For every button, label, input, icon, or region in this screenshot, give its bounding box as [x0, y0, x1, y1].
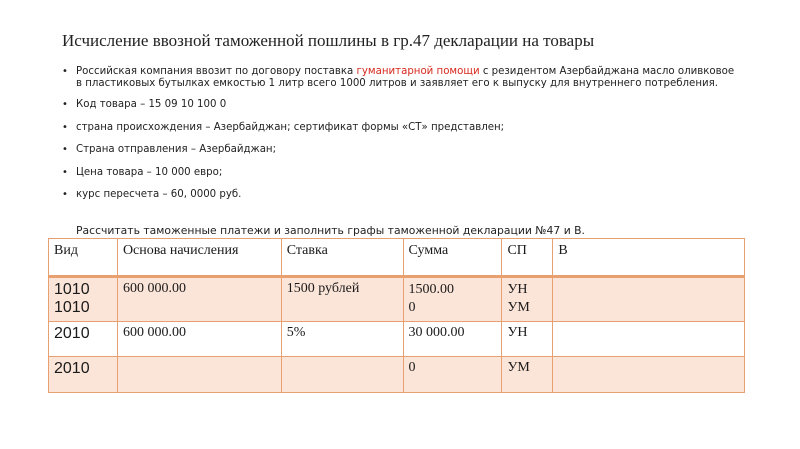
header-b: В [553, 239, 745, 277]
table-header-row [49, 239, 745, 277]
cell-line: 1500.00 [408, 282, 455, 297]
cell-b [553, 322, 745, 357]
task-text: Рассчитать таможенные платежи и заполнить графы таможенной декларации №47 и В. [76, 224, 585, 237]
bullet-dot-icon: • [62, 166, 68, 178]
header-rate: Ставка [281, 239, 403, 277]
bullet-item [62, 189, 742, 201]
cell-sum [403, 277, 502, 322]
bullet-dot-icon: • [62, 144, 68, 155]
cell-rate [281, 357, 403, 393]
cell-sp: УН [502, 322, 553, 357]
bullet-dot-icon: • [62, 121, 68, 133]
table-row [49, 277, 745, 322]
customs-table [48, 238, 745, 393]
bullet-list [62, 66, 742, 208]
cell-line: 1010 [54, 299, 90, 316]
cell-b [553, 277, 745, 322]
cell-line: 1010 [54, 281, 90, 298]
intro-highlight: гуманитарной помощи [356, 66, 480, 77]
bullet-text: страна происхождения – Азербайджан; сертификат формы «СТ» представлен; [76, 121, 505, 133]
intro-text-before: Российская компания ввозит по договору поставка [76, 66, 357, 77]
bullet-item [62, 144, 742, 156]
header-sum: Сумма [403, 239, 502, 277]
cell-rate: 1500 рублей [281, 277, 403, 322]
cell-sp: УМ [502, 357, 553, 393]
bullet-text: Код товара – 15 09 10 100 0 [76, 99, 227, 110]
cell-b [553, 357, 745, 393]
cell-line: УМ [507, 300, 530, 315]
cell-rate: 5% [281, 322, 403, 357]
bullet-dot-icon: • [62, 99, 68, 110]
cell-sp [502, 277, 553, 322]
cell-base: 600 000.00 [117, 277, 281, 322]
slide-title: Исчисление ввозной таможенной пошлины в гр.47 декларации на товары [62, 31, 595, 50]
bullet-text: курс пересчета – 60, 0000 руб. [76, 189, 242, 200]
cell-base: 600 000.00 [117, 322, 281, 357]
cell-vid [49, 277, 118, 322]
intro-text-after: с резидентом Азербайджана масло оливковое в пластиковых бутылках емкостью 1 литр всего 1000 литров и заявляет его к выпуску для внутреннего потребления. [76, 66, 735, 89]
cell-sum: 30 000.00 [403, 322, 502, 357]
bullet-dot-icon: • [62, 189, 68, 200]
header-sp: СП [502, 239, 553, 277]
bullet-item [62, 122, 742, 134]
cell-line: УН [507, 282, 528, 297]
bullet-item [62, 99, 742, 111]
cell-sum: 0 [403, 357, 502, 393]
table-row [49, 357, 745, 393]
bullet-text: Страна отправления – Азербайджан; [76, 144, 277, 155]
cell-base [117, 357, 281, 393]
bullet-text: Цена товара – 10 000 евро; [76, 166, 223, 178]
table-row [49, 322, 745, 357]
cell-vid: 2010 [49, 357, 118, 393]
cell-vid: 2010 [49, 322, 118, 357]
cell-line: 0 [408, 300, 416, 315]
bullet-item [62, 167, 742, 179]
header-vid: Вид [49, 239, 118, 277]
bullet-intro [62, 66, 742, 89]
bullet-dot-icon: • [62, 66, 68, 77]
header-base: Основа начисления [117, 239, 281, 277]
